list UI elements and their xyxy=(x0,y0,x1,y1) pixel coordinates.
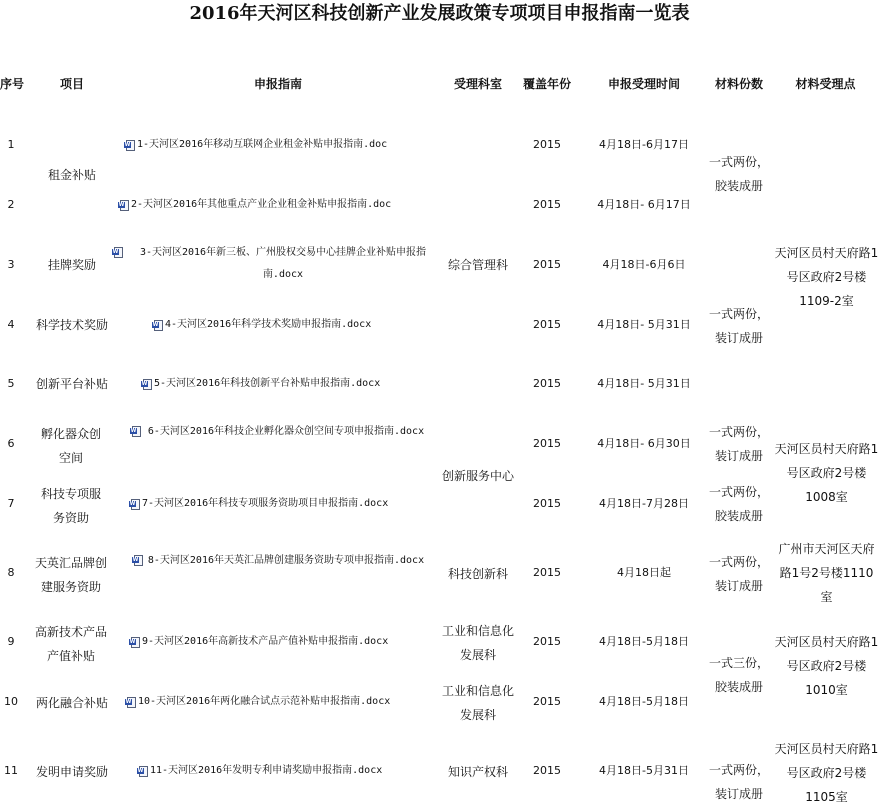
guide-link-text[interactable]: 3-天河区2016年新三板、广州股权交易中心挂牌企业补贴申报指南.docx xyxy=(139,247,427,280)
header-no: 序号 xyxy=(0,77,25,91)
office-9: 工业和信息化发展科 xyxy=(441,624,514,662)
place-rows-1-5: 天河区员村天府路1号区政府2号楼1109-2室 xyxy=(774,246,879,308)
header-year: 覆盖年份 xyxy=(522,77,571,91)
word-document-icon: W xyxy=(141,379,152,390)
year-9: 2015 xyxy=(533,635,561,648)
project-8: 天英汇品牌创建服务资助 xyxy=(34,556,107,594)
year-2: 2015 xyxy=(533,198,561,211)
guide-link-4[interactable] xyxy=(152,314,444,336)
guide-link-10[interactable] xyxy=(125,691,444,713)
row-no-11: 11 xyxy=(4,764,18,777)
project-5: 创新平台补贴 xyxy=(35,377,108,391)
time-5: 4月18日- 5月31日 xyxy=(597,377,691,390)
project-11: 发明申请奖励 xyxy=(35,765,108,779)
copies-rows-1-2: 一式两份，胶装成册 xyxy=(708,155,769,193)
guide-link-8[interactable] xyxy=(132,550,428,572)
year-10: 2015 xyxy=(533,695,561,708)
word-document-icon: W xyxy=(118,200,129,211)
project-10: 两化融合补贴 xyxy=(35,696,108,710)
copies-rows-3-5: 一式两份，装订成册 xyxy=(708,307,769,345)
year-5: 2015 xyxy=(533,377,561,390)
row-no-1: 1 xyxy=(7,138,15,151)
guide-link-1[interactable] xyxy=(124,134,444,156)
year-11: 2015 xyxy=(533,764,561,777)
year-4: 2015 xyxy=(533,318,561,331)
office-8: 科技创新科 xyxy=(447,567,508,581)
word-document-icon: W xyxy=(152,320,163,331)
project-3: 挂牌奖励 xyxy=(47,258,96,272)
header-time: 申报受理时间 xyxy=(607,77,680,91)
project-4: 科学技术奖励 xyxy=(35,318,108,332)
row-no-9: 9 xyxy=(7,635,15,648)
word-document-icon: W xyxy=(129,499,140,510)
row-no-7: 7 xyxy=(7,497,15,510)
header-project: 项目 xyxy=(59,77,84,91)
word-document-icon: W xyxy=(137,766,148,777)
guide-link-9[interactable] xyxy=(129,631,444,653)
copies-8: 一式两份，装订成册 xyxy=(708,555,769,593)
time-8: 4月18日起 xyxy=(617,566,671,579)
copies-11: 一式两份，装订成册 xyxy=(708,763,769,801)
office-admin: 综合管理科 xyxy=(447,258,508,272)
row-no-8: 8 xyxy=(7,566,15,579)
guide-link-5[interactable] xyxy=(141,373,444,395)
office-11: 知识产权科 xyxy=(447,765,508,779)
place-8: 广州市天河区天府路1号2号楼1110室 xyxy=(778,542,875,604)
year-8: 2015 xyxy=(533,566,561,579)
word-document-icon: W xyxy=(130,426,141,437)
word-document-icon: W xyxy=(125,697,136,708)
word-document-icon: W xyxy=(112,247,123,258)
project-6: 孵化器众创空间 xyxy=(40,427,101,465)
guide-link-text[interactable]: 6-天河区2016年科技企业孵化器众创空间专项申报指南.docx xyxy=(147,426,425,437)
time-1: 4月18日-6月17日 xyxy=(599,138,689,151)
guide-link-6[interactable] xyxy=(130,421,430,443)
guide-link-text[interactable]: 2-天河区2016年其他重点产业企业租金补贴申报指南.doc xyxy=(131,199,392,210)
row-no-2: 2 xyxy=(7,198,15,211)
row-no-5: 5 xyxy=(7,377,15,390)
guide-link-text[interactable]: 1-天河区2016年移动互联网企业租金补贴申报指南.doc xyxy=(137,139,388,150)
guide-link-7[interactable] xyxy=(129,493,444,515)
header-copies: 材料份数 xyxy=(714,77,763,91)
project-rent: 租金补贴 xyxy=(47,168,96,182)
word-document-icon: W xyxy=(132,555,143,566)
project-9: 高新技术产品产值补贴 xyxy=(34,625,107,663)
guide-link-text[interactable]: 4-天河区2016年科学技术奖励申报指南.docx xyxy=(165,319,372,330)
row-no-4: 4 xyxy=(7,318,15,331)
guide-link-2[interactable] xyxy=(118,194,444,216)
time-2: 4月18日- 6月17日 xyxy=(597,198,691,211)
word-document-icon: W xyxy=(124,140,135,151)
project-7: 科技专项服务资助 xyxy=(40,487,101,525)
time-4: 4月18日- 5月31日 xyxy=(597,318,691,331)
guide-link-text[interactable]: 10-天河区2016年两化融合试点示范补贴申报指南.docx xyxy=(138,696,391,707)
guide-link-3[interactable] xyxy=(112,242,444,286)
year-6: 2015 xyxy=(533,437,561,450)
copies-6: 一式两份，装订成册 xyxy=(708,425,769,463)
time-6: 4月18日- 6月30日 xyxy=(597,437,691,450)
row-no-6: 6 xyxy=(7,437,15,450)
place-11: 天河区员村天府路1号区政府2号楼1105室 xyxy=(774,742,879,804)
year-3: 2015 xyxy=(533,258,561,271)
year-7: 2015 xyxy=(533,497,561,510)
place-rows-9-10: 天河区员村天府路1号区政府2号楼1010室 xyxy=(774,635,879,697)
guide-link-text[interactable]: 11-天河区2016年发明专利申请奖励申报指南.docx xyxy=(150,765,383,776)
guide-link-text[interactable]: 5-天河区2016年科技创新平台补贴申报指南.docx xyxy=(154,378,381,389)
guide-link-text[interactable]: 8-天河区2016年天英汇品牌创建服务资助专项申报指南.docx xyxy=(147,555,425,566)
guide-link-text[interactable]: 7-天河区2016年科技专项服务资助项目申报指南.docx xyxy=(142,498,389,509)
copies-rows-9-10: 一式三份，胶装成册 xyxy=(708,656,769,694)
header-guide: 申报指南 xyxy=(253,77,302,91)
word-document-icon: W xyxy=(129,637,140,648)
time-10: 4月18日-5月18日 xyxy=(599,695,689,708)
time-3: 4月18日-6月6日 xyxy=(602,258,686,271)
office-innovation-center: 创新服务中心 xyxy=(442,469,515,483)
page-title: 2016年天河区科技创新产业发展政策专项项目申报指南一览表 xyxy=(189,3,690,24)
time-9: 4月18日-5月18日 xyxy=(599,635,689,648)
guide-link-text[interactable]: 9-天河区2016年高新技术产品产值补贴申报指南.docx xyxy=(142,636,389,647)
row-no-3: 3 xyxy=(7,258,15,271)
header-place: 材料受理点 xyxy=(795,77,856,91)
time-7: 4月18日-7月28日 xyxy=(599,497,689,510)
office-10: 工业和信息化发展科 xyxy=(441,684,514,722)
time-11: 4月18日-5月31日 xyxy=(599,764,689,777)
copies-7: 一式两份，胶装成册 xyxy=(708,485,769,523)
row-no-10: 10 xyxy=(4,695,18,708)
year-1: 2015 xyxy=(533,138,561,151)
place-rows-6-7: 天河区员村天府路1号区政府2号楼1008室 xyxy=(774,442,879,504)
guide-link-11[interactable] xyxy=(137,760,437,782)
header-office: 受理科室 xyxy=(453,77,502,91)
